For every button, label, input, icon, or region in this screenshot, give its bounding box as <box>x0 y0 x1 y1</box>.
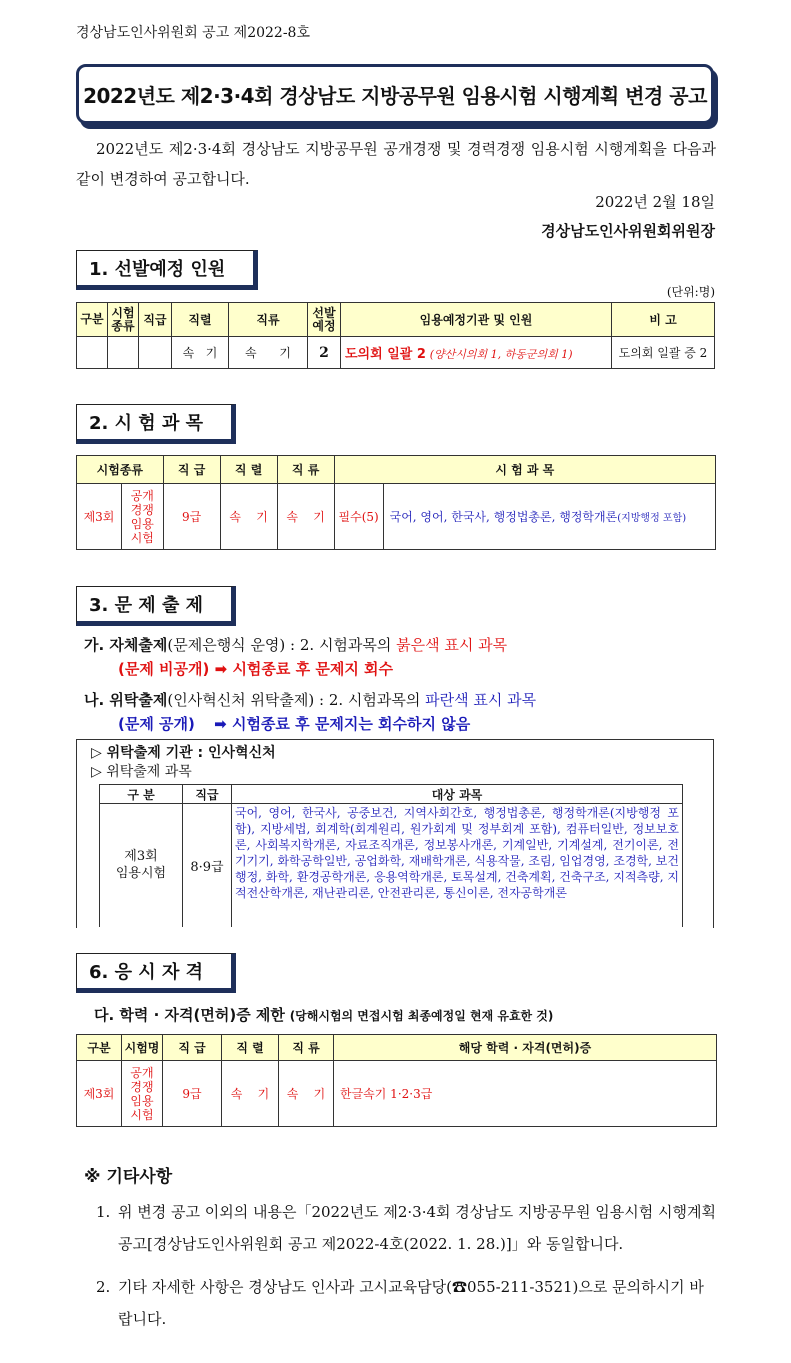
bullet-subjects: ▷ 위탁출제 과목 <box>91 764 192 780</box>
note-text: 위 변경 공고 이외의 내용은「2022년도 제2·3·4회 경상남도 지방공무원 임용시험 시행계획 공고[경상남도인사위원회 공고 제2022-4호(2022. 1. 28.)]」와 동일합니다. <box>118 1203 716 1253</box>
row-exam-no: 제3회 <box>77 1061 122 1127</box>
notes-heading: ※ 기타사항 <box>84 1167 173 1187</box>
row-jikryeol: 속 기 <box>222 1061 279 1127</box>
col-count: 선발 예정 <box>308 303 341 337</box>
col-gubun: 구 분 <box>100 785 183 804</box>
note-text: 기타 자세한 사항은 경상남도 인사과 고시교육담당(☎055-211-3521)으로 문의하시기 바랍니다. <box>118 1278 704 1328</box>
row-jikryeol: 속 기 <box>172 337 229 369</box>
arrow-icon: ➡ <box>214 715 227 733</box>
note-number: 1. <box>96 1203 111 1221</box>
selection-table <box>76 302 715 369</box>
col-jikryu: 직 류 <box>279 1035 334 1061</box>
col-exam-type: 시험 종류 <box>108 303 139 337</box>
notice-reference: 경상남도인사위원회 공고 제2022-8호 <box>76 25 310 41</box>
row-exam-type: 공개 경쟁 임용 시험 <box>122 1061 163 1127</box>
self-exam-label: 가. 자체출제 <box>84 636 168 654</box>
col-note: 비 고 <box>612 303 715 337</box>
subjects-note: (지방행정 포함) <box>617 513 687 524</box>
subjects-list: 국어, 영어, 한국사, 행정법총론, 행정학개론 <box>389 510 618 524</box>
row-grade: 9급 <box>163 1061 222 1127</box>
col-gubun: 구분 <box>77 303 108 337</box>
col-grade: 직급 <box>183 785 232 804</box>
self-exam-desc: (문제은행식 운영) : 2. 시험과목의 <box>167 636 397 654</box>
note-item-2 <box>96 1271 716 1335</box>
row-exam: 제3회 임용시험 <box>100 804 183 927</box>
table-row <box>100 804 683 927</box>
section1-heading: 1. 선발예정 인원 <box>76 250 258 290</box>
table-row <box>77 1061 717 1127</box>
col-subjects: 시 험 과 목 <box>334 456 715 484</box>
row-jikryeol: 속 기 <box>220 484 277 550</box>
col-exam-kind: 시험종류 <box>77 456 164 484</box>
agency-detail: (양산시의회 1, 하동군의회 1) <box>429 348 573 361</box>
qualification-table <box>76 1034 717 1127</box>
col-gubun: 구분 <box>77 1035 122 1061</box>
row-required: 필수(5) <box>334 484 383 550</box>
self-exam-line <box>84 634 507 655</box>
col-qualification: 해당 학력 · 자격(면허)증 <box>334 1035 717 1061</box>
row-subjects <box>383 484 715 550</box>
table-row <box>77 484 716 550</box>
section2-heading: 2. 시 험 과 목 <box>76 404 236 444</box>
col-target-subjects: 대상 과목 <box>232 785 683 804</box>
section6-heading: 6. 응 시 자 격 <box>76 953 236 993</box>
bullet-agency: ▷ 위탁출제 기관 : 인사혁신처 <box>91 745 276 761</box>
self-exam-sub2: 시험종료 후 문제지 회수 <box>232 660 394 678</box>
row-agency <box>341 337 612 369</box>
note-number: 2. <box>96 1278 111 1296</box>
self-exam-sub1: (문제 비공개) <box>118 660 210 678</box>
col-grade: 직 급 <box>163 456 220 484</box>
outsourced-exam-label: 나. 위탁출제 <box>84 691 168 709</box>
outsourced-exam-subline <box>118 713 470 734</box>
row-count: 2 <box>308 337 341 369</box>
row-grade: 8·9급 <box>183 804 232 927</box>
table-row <box>77 337 715 369</box>
col-jikryeol: 직 렬 <box>222 1035 279 1061</box>
col-jikryu: 직 류 <box>277 456 334 484</box>
row-jikryu: 속 기 <box>229 337 308 369</box>
outsourced-subjects-table <box>99 784 683 927</box>
qualification-subheading <box>94 1004 553 1025</box>
agency-main: 도의회 일괄 2 <box>345 347 426 362</box>
row-jikryu: 속 기 <box>279 1061 334 1127</box>
row-note: 도의회 일괄 증 2 <box>612 337 715 369</box>
notice-signer: 경상남도인사위원회위원장 <box>541 222 715 240</box>
arrow-icon: ➡ <box>214 660 228 678</box>
outsourced-exam-line <box>84 689 536 710</box>
intro-paragraph: 2022년도 제2·3·4회 경상남도 지방공무원 공개경쟁 및 경력경쟁 임용시험 시행계획을 다음과 같이 변경하여 공고합니다. <box>76 140 716 188</box>
col-agency: 임용예정기관 및 인원 <box>341 303 612 337</box>
col-grade: 직급 <box>139 303 172 337</box>
self-exam-mark: 붉은색 표시 과목 <box>396 636 508 654</box>
subjects-table <box>76 455 716 550</box>
col-jikryu: 직류 <box>229 303 308 337</box>
row-qualification: 한글속기 1·2·3급 <box>334 1061 717 1127</box>
outsourced-exam-mark: 파란색 표시 과목 <box>425 691 537 709</box>
qualification-note: (당해시험의 면접시험 최종예정일 현재 유효한 것) <box>289 1009 554 1023</box>
notice-date: 2022년 2월 18일 <box>595 193 715 211</box>
col-exam-name: 시험명 <box>122 1035 163 1061</box>
outsourced-exam-sub2: 시험종료 후 문제지는 회수하지 않음 <box>231 715 471 733</box>
row-target-subjects: 국어, 영어, 한국사, 공중보건, 지역사회간호, 행정법총론, 행정학개론(지방행정 포함), 지방세법, 회계학(회계원리, 원가회계 및 정부회계 포함), 컴퓨터일반, 정보보호론, 사회복지학개론, 자료조직개론, 정보봉사개론, 기계일반, 기계설계, 전기이론, 전기기기, 화학공학일반, 공업화학, 재배학개론, 식용작물, 조림, 임업경영, 조경학, 보건행정, 화학, 환경공학개론, 응용역학개론, 토목설계, 건축계획, 건축구조, 지적측량, 지적전산학개론, 재난관리론, 안전관리론, 통신이론, 전자공학개론 <box>232 804 683 927</box>
section3-heading: 3. 문 제 출 제 <box>76 586 236 626</box>
qualification-label: 다. 학력 · 자격(면허)증 제한 <box>94 1006 285 1024</box>
self-exam-subline <box>118 658 393 679</box>
col-jikryeol: 직렬 <box>172 303 229 337</box>
notice-title: 2022년도 제2·3·4회 경상남도 지방공무원 임용시험 시행계획 변경 공고 <box>76 64 714 124</box>
row-jikryu: 속 기 <box>277 484 334 550</box>
col-jikryeol: 직 렬 <box>220 456 277 484</box>
note-item-1 <box>96 1196 716 1260</box>
unit-label: (단위:명) <box>666 285 715 299</box>
row-exam-no: 제3회 <box>77 484 122 550</box>
col-grade: 직 급 <box>163 1035 222 1061</box>
row-grade: 9급 <box>163 484 220 550</box>
row-exam-type: 공개 경쟁 임용 시험 <box>122 484 164 550</box>
outsourced-exam-desc: (인사혁신처 위탁출제) : 2. 시험과목의 <box>167 691 426 709</box>
outsourced-exam-sub1: (문제 공개) <box>118 715 195 733</box>
outsourced-info-box <box>76 739 714 928</box>
